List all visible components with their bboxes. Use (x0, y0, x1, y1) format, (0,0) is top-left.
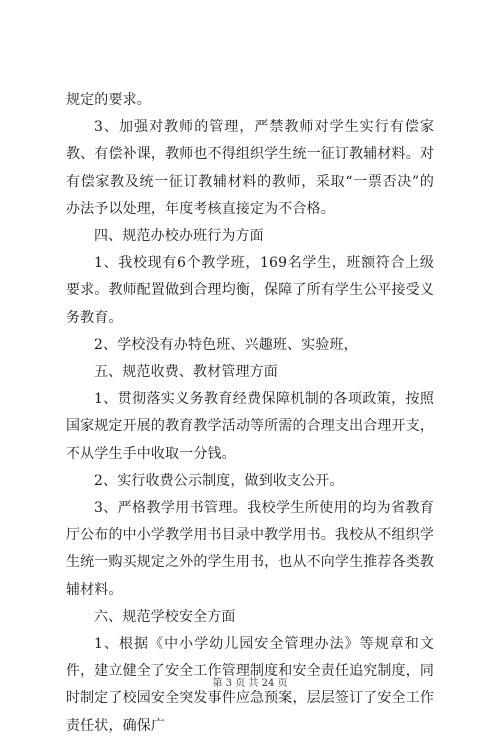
paragraph: 1、根据《中小学幼儿园安全管理办法》等规章和文件，建立健全了安全工作管理制度和安全责任追究制度，同时制定了校园安全突发事件应急预案，层层签订了安全工作责任状，确保广 (66, 636, 434, 734)
section-heading: 六、规范学校安全方面 (94, 608, 236, 625)
paragraph: 2、实行收费公示制度，做到收支公开。 (94, 472, 344, 489)
page-footer (0, 677, 500, 691)
paragraph: 2、学校没有办特色班、兴趣班、实验班， (94, 336, 358, 353)
paragraph: 规定的要求。 (66, 92, 151, 108)
paragraph: 1、贯彻落实义务教育经费保障机制的各项政策，按照国家规定开展的教育教学活动等所需的合理支出合理开支，不从学生手中收取一分钱。 (66, 391, 434, 462)
paragraph: 3、严格教学用书管理。我校学生所使用的均为省教育厅公布的中小学教学用书目录中教学用书。我校从不组织学生统一购买规定之外的学生用书，也从不向学生推荐各类教辅材料。 (66, 500, 434, 598)
document-body (66, 87, 434, 740)
section-heading: 四、规范办校办班行为方面 (94, 228, 264, 245)
section-heading: 五、规范收费、教材管理方面 (94, 364, 278, 381)
paragraph: 3、加强对教师的管理，严禁教师对学生实行有偿家教、有偿补课，教师也不得组织学生统一征订教辅材料。对有偿家教及统一征订教辅材料的教师，采取“一票否决”的办法予以处理，年度考核直接定为不合格。 (66, 119, 434, 217)
page-number: 第 3 页 共 24 页 (212, 678, 288, 689)
paragraph: 1、我校现有6个教学班，169名学生，班额符合上级要求。教师配置做到合理均衡，保障了所有学生公平接受义务教育。 (66, 255, 434, 326)
